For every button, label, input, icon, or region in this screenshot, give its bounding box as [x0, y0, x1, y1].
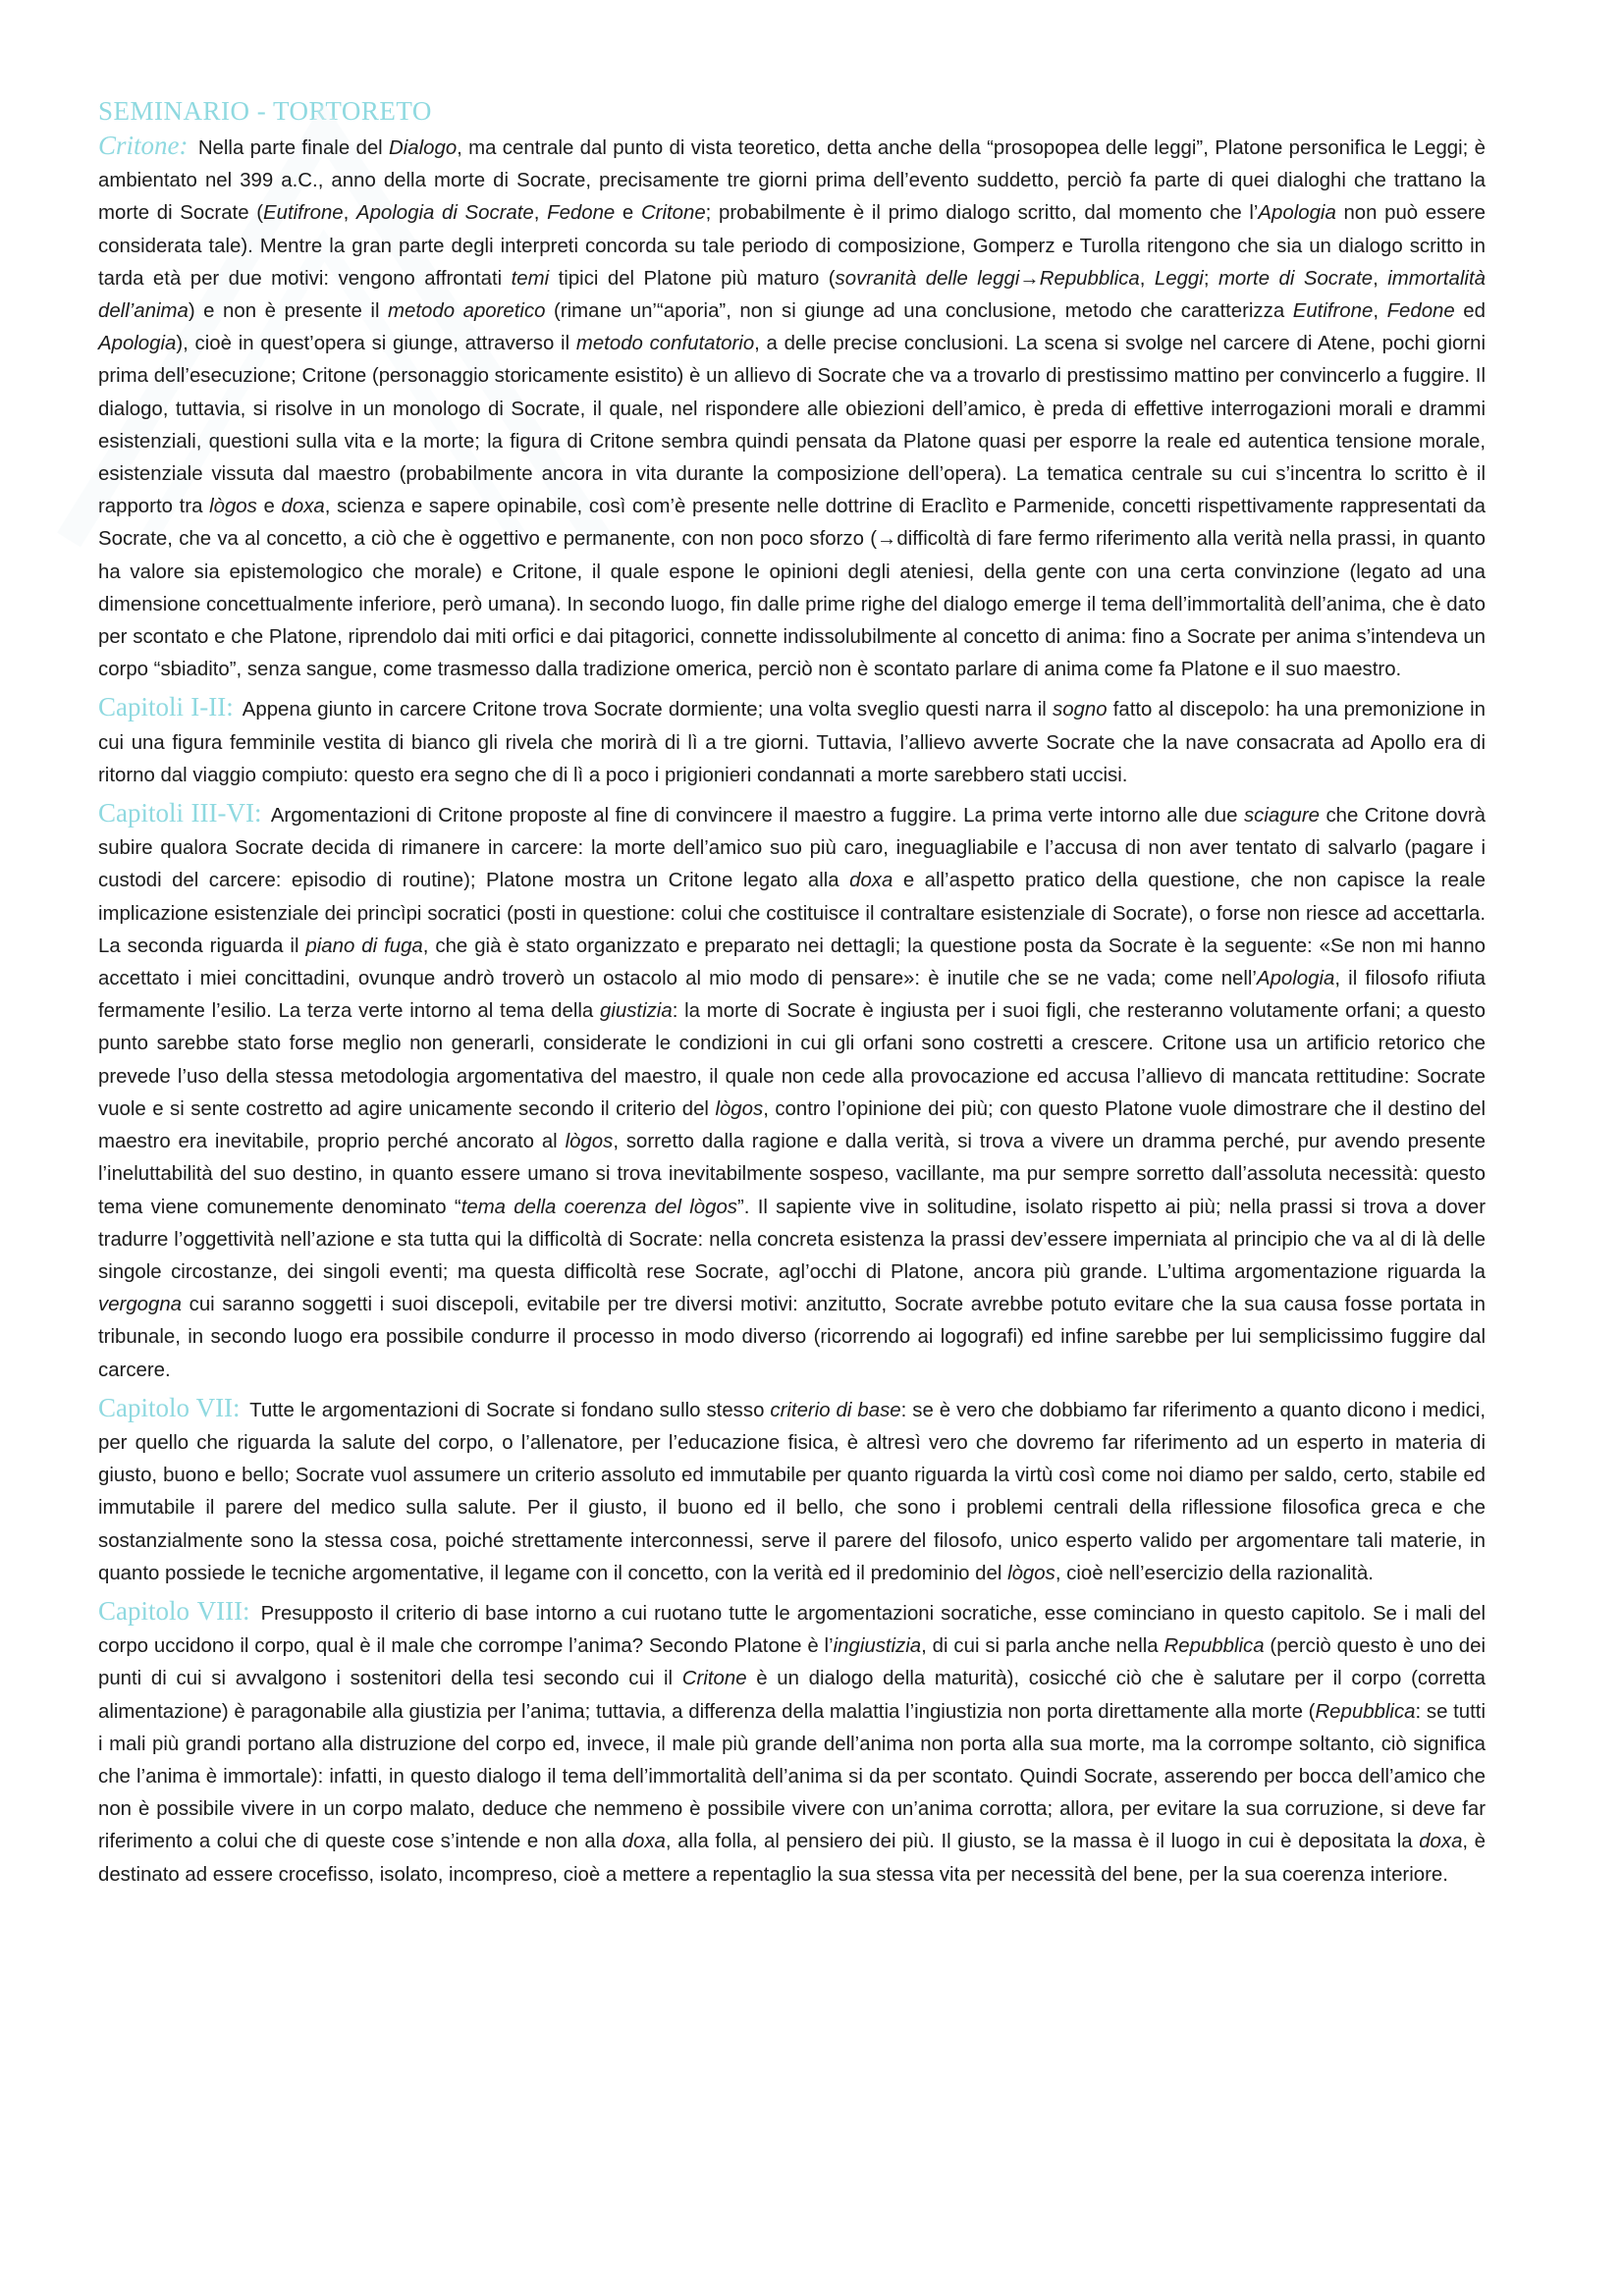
- italic-run: sciagure: [1243, 805, 1321, 828]
- text-run: (rimane un’“aporia”, non si giunge ad una conclusione, metodo che caratterizza: [545, 300, 1293, 323]
- section-critone: [98, 130, 1486, 686]
- italic-run: Eutifrone: [263, 202, 344, 225]
- italic-run: lògos: [565, 1131, 614, 1153]
- text-run: e: [256, 496, 282, 518]
- italic-run: Leggi: [1154, 267, 1204, 290]
- italic-run: sogno: [1053, 699, 1108, 721]
- text-run: che Critone dovrà subire qualora Socrate decida di rimanere in carcere: la morte dell’amico suo più caro, ineguagliabile e l’accusa di non aver tentato di salvarlo (pagare i custodi del carcere: episodio di routine); Platone mostra un Critone legato alla: [98, 805, 1486, 892]
- section-body: [98, 1603, 1486, 1886]
- text-run: ,: [1373, 267, 1388, 290]
- text-run: : la morte di Socrate è ingiusta per i suoi figli, che resteranno volutamente orfani; a questo punto sarebbe stato forse meglio non generarli, considerate le condizioni in cui gli orfani sono costretti a crescere. Critone usa un artificio retorico che prevede l’uso della stessa metodologia argomentativa del maestro, il quale non cede alla provocazione ed accusa l’allievo di mancata rettitudine: Socrate vuole e si sente costretto ad agire unicamente secondo il criterio del: [98, 1000, 1486, 1120]
- text-run: , che già è stato organizzato e preparato nei dettagli; la questione posta da Socrate è la seguente: «Se non mi hanno accettato i miei concittadini, ovunque andrò troverò un ostacolo al mio modo di pensare»: è inutile che se ne vada; come nell’: [98, 934, 1486, 990]
- italic-run: vergogna: [98, 1294, 183, 1316]
- italic-run: metodo confutatorio: [575, 333, 755, 355]
- text-run: Nella parte finale del: [197, 137, 390, 159]
- italic-run: temi: [511, 267, 550, 290]
- text-run: ,: [533, 202, 548, 225]
- text-run: : se è vero che dobbiamo far riferimento a quanto dicono i medici, per quello che riguarda la salute del corpo, o l’allenatore, per l’educazione fisica, è altresì vero che dovremo far riferimento ad un esperto in materia di giusto, buono e bello; Socrate vuol assumere un criterio assoluto ed immutabile per quanto riguarda la virtù così come noi diamo per saldo, certo, stabile ed immutabile il parere del medico sulla salute. Per il giusto, il buono ed il bello, che sono i problemi centrali della riflessione filosofica greca e che sostanzialmente sono la stessa cosa, poiché strettamente interconnessi, serve il parere del filosofo, unico esperto valido per argomentare tali materie, in quanto possiede le tecniche argomentative, il legame con il concetto, con la verità ed il predominio del: [98, 1399, 1486, 1584]
- italic-run: criterio di base: [770, 1399, 901, 1421]
- section-heading: Capitoli III-VI:: [98, 798, 262, 828]
- section-capitoli-i-ii: [98, 691, 1486, 792]
- text-run: e all’aspetto pratico della questione, che non capisce la reale implicazione esistenziale dei princìpi socratici (posti in questione: colui che costituisce il contraltare esistenziale di Socrate), o forse non riesce ad accettarla. La seconda riguarda il: [98, 870, 1486, 957]
- italic-run: lògos: [715, 1097, 764, 1120]
- italic-run: Dialogo: [389, 137, 458, 159]
- text-run: ,: [1373, 300, 1387, 323]
- text-run: , contro l’opinione dei più; con questo Platone vuole dimostrare che il destino del maestro era inevitabile, proprio perché ancorato al: [98, 1097, 1487, 1153]
- text-run: Argomentazioni di Critone proposte al fine di convincere il maestro a fuggire. La prima verte intorno alle due: [270, 805, 1244, 828]
- italic-run: Fedone: [547, 202, 616, 225]
- italic-run: Fedone: [1386, 300, 1455, 323]
- italic-run: ingiustizia: [833, 1635, 922, 1658]
- text-run: , è destinato ad essere crocefisso, isolato, incompreso, cioè a mettere a repentaglio la sua stessa vita per necessità del bene, per la sua coerenza interiore.: [98, 1831, 1486, 1886]
- italic-run: Critone: [681, 1668, 747, 1690]
- text-run: tipici del Platone più maturo (: [549, 267, 836, 290]
- text-run: e: [615, 202, 641, 225]
- italic-run: Apologia di Socrate: [355, 202, 534, 225]
- text-run: Presupposto il criterio di base intorno a cui ruotano tutte le argomentazioni socratiche, esse cominciano in questo capitolo. Se i mali del corpo uccidono il corpo, qual è il male che corrompe l’anima? Secondo Platone è l’: [98, 1602, 1486, 1658]
- italic-run: piano di fuga: [305, 934, 423, 957]
- italic-run: immortalità dell’anima: [98, 267, 1486, 323]
- section-heading: Capitolo VII:: [98, 1392, 241, 1422]
- text-run: ; probabilmente è il primo dialogo scritto, dal momento che l’: [705, 202, 1259, 225]
- section-body: [98, 699, 1486, 785]
- text-run: , sorretto dalla ragione e dalla verità, si trova a vivere un dramma perché, pur avendo presente l’ineluttabilità del suo destino, in quanto essere umano si trova inevitabilmente sospeso, vacillante, ma pur sempre sorretto dall’assoluta necessità: questo tema viene comunemente denominato “: [98, 1131, 1486, 1218]
- italic-run: Repubblica: [1315, 1700, 1416, 1723]
- section-heading: Critone:: [98, 131, 189, 160]
- text-run: fatto al discepolo: ha una premonizione in cui una figura femminile vestita di bianco gli rivela che morirà di lì a tre giorni. Tuttavia, l’allievo avverte Socrate che la nave consacrata ad Apollo era di ritorno dal viaggio compiuto: questo era segno che di lì a poco i prigionieri condannati a morte sarebbero stati uccisi.: [98, 699, 1487, 786]
- text-run: , di cui si parla anche nella: [921, 1635, 1164, 1658]
- text-run: è un dialogo della maturità), cosicché ciò che è salutare per il corpo (corretta alimentazione) è paragonabile alla giustizia per l’anima; tuttavia, a differenza della malattia l’ingiustizia non porta direttamente alla morte (: [98, 1668, 1486, 1723]
- text-run: (perciò questo è uno dei punti di cui si avvalgono i sostenitori della tesi secondo cui il: [98, 1635, 1486, 1690]
- text-run: ”. Il sapiente vive in solitudine, isolato rispetto ai più; nella prassi si trova a dover tradurre l’oggettività nell’azione e sta tutta qui la difficoltà di Socrate: nella concreta esistenza la prassi dev’essere imperniata al principio che va al di là delle singole circostanze, dei singoli eventi; ma questa difficoltà rese Socrate, agl’occhi di Platone, ancora più grande. L’ultima argomentazione riguarda la: [98, 1196, 1486, 1283]
- text-run: , ma centrale dal punto di vista teoretico, detta anche della “prosopopea delle leggi”, Platone personifica le Leggi; è ambientato nel 399 a.C., anno della morte di Socrate, precisamente tre giorni prima dell’evento suddetto, perciò fa parte di quei dialoghi che trattano la morte di Socrate (: [98, 137, 1486, 225]
- text-run: non può essere considerata tale). Mentre la gran parte degli interpreti concorda su tale periodo di composizione, Gomperz e Turolla ritengono che sia un dialogo scritto in tarda età per due motivi: vengono affrontati: [98, 202, 1486, 290]
- italic-run: giustizia: [600, 1000, 673, 1023]
- document-title: SEMINARIO - TORTORETO: [98, 96, 432, 126]
- text-run: , cioè nell’esercizio della razionalità.: [1055, 1562, 1374, 1584]
- italic-run: Apologia: [98, 333, 177, 355]
- section-heading: Capitoli I-II:: [98, 692, 234, 722]
- italic-run: Critone: [640, 202, 706, 225]
- italic-run: lògos: [1007, 1562, 1055, 1584]
- text-run: Tutte le argomentazioni di Socrate si fondano sullo stesso: [249, 1399, 771, 1421]
- text-run: ed: [1454, 300, 1486, 323]
- text-run: , alla folla, al pensiero dei più. Il giusto, se la massa è il luogo in cui è depositata la: [665, 1831, 1420, 1853]
- italic-run: metodo aporetico: [388, 300, 546, 323]
- text-run: , il filosofo rifiuta fermamente l’esilio. La terza verte intorno al tema della: [98, 968, 1486, 1023]
- italic-run: morte di Socrate: [1217, 267, 1374, 290]
- italic-run: doxa: [622, 1831, 666, 1853]
- text-run: Appena giunto in carcere Critone trova Socrate dormiente; una volta sveglio questi narra il: [242, 699, 1053, 721]
- italic-run: Apologia: [1256, 968, 1335, 990]
- text-run: , a delle precise conclusioni. La scena si svolge nel carcere di Atene, pochi giorni prima dell’esecuzione; Critone (personaggio storicamente esistito) è un allievo di Socrate che va a trovarlo di prestissimo mattino per convincerlo a fuggire. Il dialogo, tuttavia, si risolve in un monologo di Socrate, il quale, nel rispondere alle obiezioni dell’amico, è preda di effettive interrogazioni morali e drammi esistenziali, questioni sulla vita e la morte; la figura di Critone sembra quindi pensata da Platone quasi per esporre la reale ed autentica tensione morale, esistenziale vissuta dal maestro (probabilmente ancora in vita durante la composizione dell’opera). La tematica centrale su cui s’incentra lo scritto è il rapporto tra: [98, 333, 1487, 518]
- section-capitolo-vii: [98, 1392, 1486, 1590]
- section-body: [98, 137, 1486, 680]
- italic-run: doxa: [281, 496, 325, 518]
- text-run: ), cioè in quest’opera si giunge, attraverso il: [176, 333, 576, 355]
- italic-run: Apologia: [1258, 202, 1336, 225]
- italic-run: sovranità delle leggi→Repubblica: [835, 267, 1140, 290]
- italic-run: lògos: [209, 496, 257, 518]
- italic-run: doxa: [849, 870, 893, 892]
- section-heading: Capitolo VIII:: [98, 1595, 250, 1626]
- italic-run: Repubblica: [1163, 1635, 1265, 1658]
- text-run: ;: [1203, 267, 1218, 290]
- text-run: , scienza e sapere opinabile, così com’è presente nelle dottrine di Eraclìto e Parmenide, concetti rispettivamente rappresentati da Socrate, che va al concetto, a ciò che è oggettivo e permanente, con non poco sforzo (→difficoltà di fare fermo riferimento alla verità nella prassi, in quanto ha valore sia epistemologico che morale) e Critone, il quale espone le opinioni degli ateniesi, della gente con una certa convinzione (legato ad una dimensione concettualmente inferiore, però umana). In secondo luogo, fin dalle prime righe del dialogo emerge il tema dell’immortalità dell’anima, che è dato per scontato e che Platone, riprendolo dai miti orfici e dai pitagorici, connette indissolubilmente al concetto di anima: fino a Socrate per anima s’intendeva un corpo “sbiadito”, senza sangue, come trasmesso dalla tradizione omerica, perciò non è scontato parlare di anima come fa Platone e il suo maestro.: [98, 496, 1486, 681]
- text-run: ) e non è presente il: [188, 300, 389, 323]
- section-capitolo-viii: [98, 1595, 1486, 1892]
- italic-run: Eutifrone: [1292, 300, 1374, 323]
- text-run: ,: [343, 202, 356, 225]
- document-body: [98, 130, 1486, 1892]
- text-run: ,: [1139, 267, 1155, 290]
- text-run: : se tutti i mali più grandi portano alla distruzione del corpo ed, invece, il male più grande dell’anima non porta alla sua morte, ma la corrompe soltanto, ciò significa che l’anima è immortale): infatti, in questo dialogo il tema dell’immortalità dell’anima si da per scontato. Quindi Socrate, asserendo per bocca dell’amico che non è possibile vivere in un corpo malato, deduce che nemmeno è possibile vivere con un’anima corrotta; allora, per evitare la sua corruzione, si deve far riferimento a colui che di queste cose s’intende e non alla: [98, 1700, 1486, 1853]
- italic-run: tema della coerenza del lògos: [460, 1196, 737, 1218]
- section-body: [98, 805, 1486, 1380]
- italic-run: doxa: [1419, 1831, 1463, 1853]
- text-run: cui saranno soggetti i suoi discepoli, evitabile per tre diversi motivi: anzitutto, Socrate avrebbe potuto evitare che la sua causa fosse portata in tribunale, in secondo luogo era possibile condurre il processo in modo diverso (ricorrendo ai logografi) ed infine sarebbe per lui semplicissimo fuggire dal carcere.: [98, 1294, 1486, 1381]
- section-body: [98, 1400, 1486, 1584]
- section-capitoli-iii-vi: [98, 797, 1486, 1387]
